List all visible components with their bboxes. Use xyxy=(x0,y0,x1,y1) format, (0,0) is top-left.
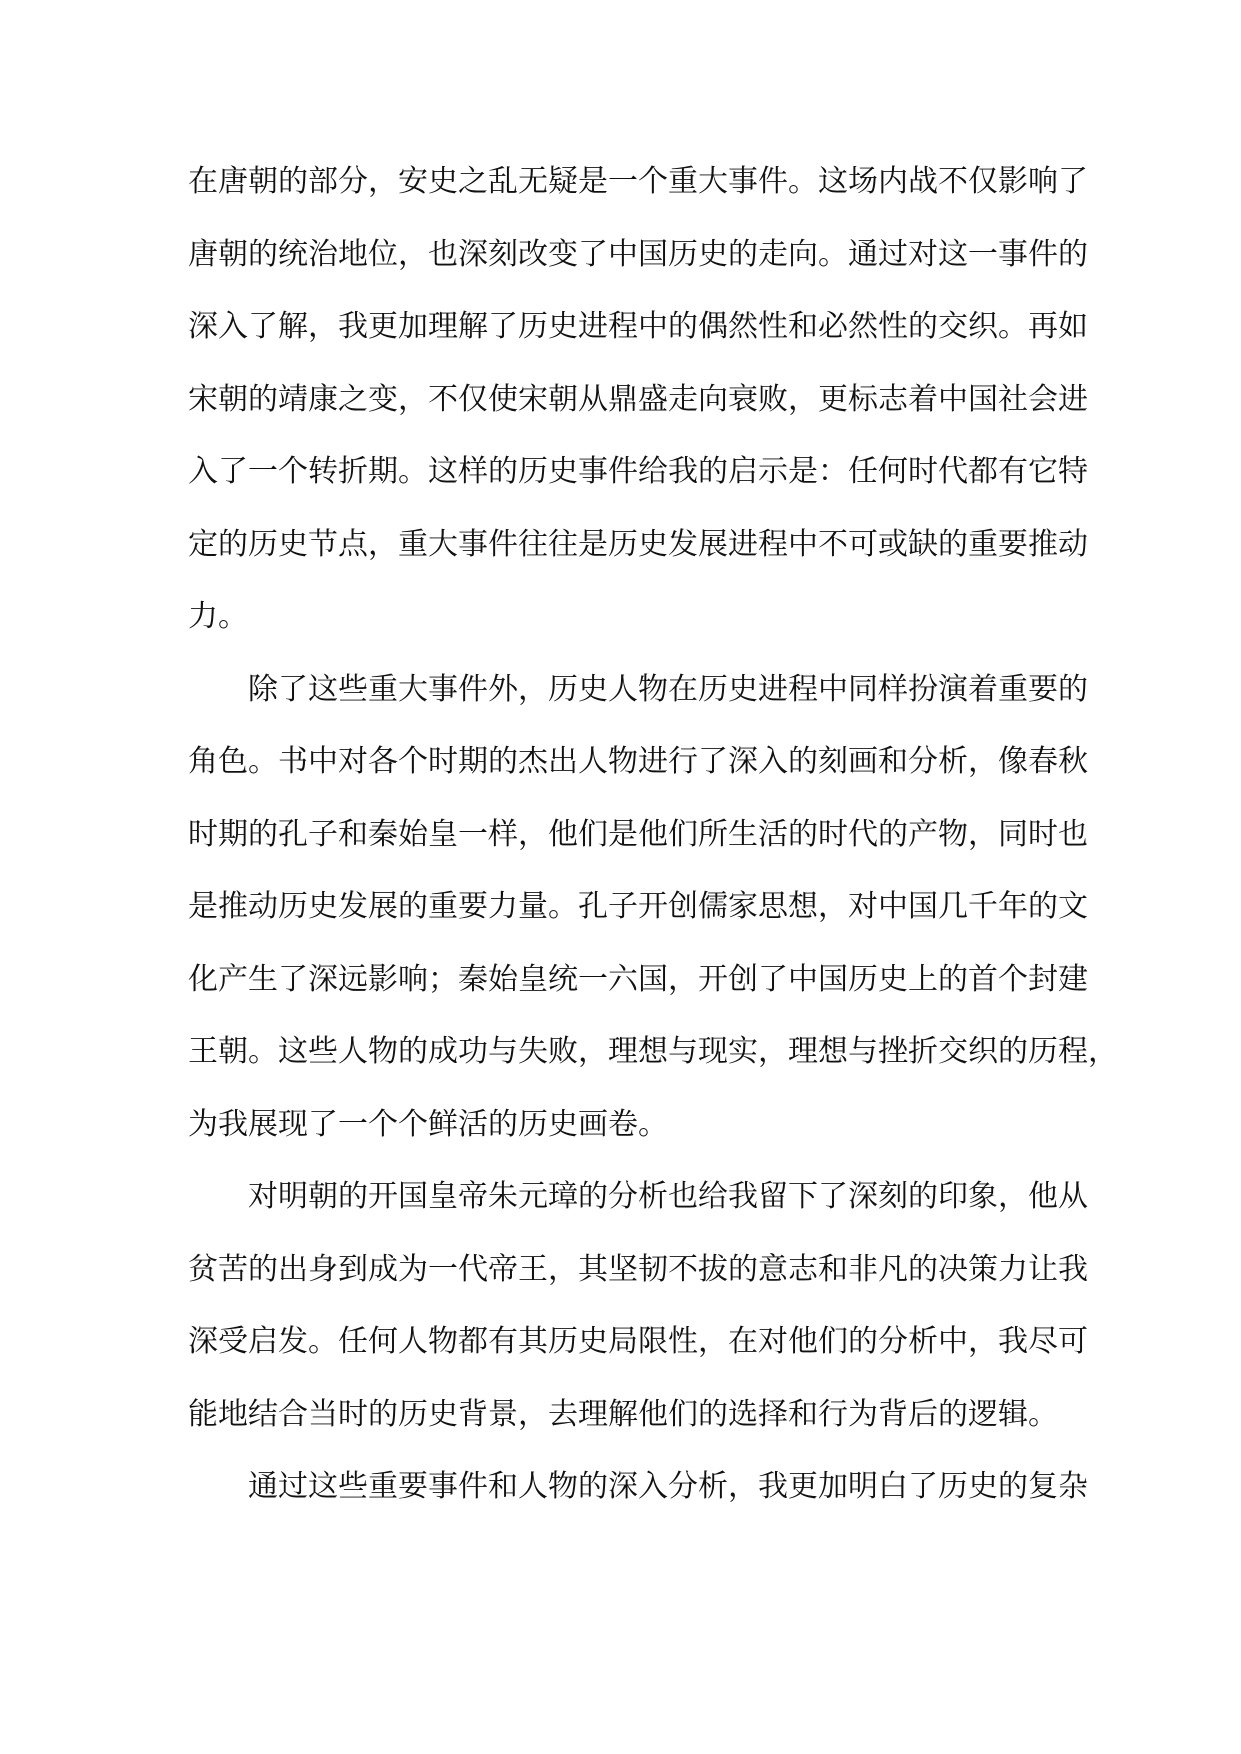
text-line: 定的历史节点，重大事件往往是历史发展进程中不可或缺的重要推动 xyxy=(188,526,1088,562)
text-line: 角色。书中对各个时期的杰出人物进行了深入的刻画和分析，像春秋 xyxy=(188,744,1088,779)
text-line: 对明朝的开国皇帝朱元璋的分析也给我留下了深刻的印象，他从 xyxy=(248,1179,1088,1214)
text-line: 除了这些重大事件外，历史人物在历史进程中同样扮演着重要的 xyxy=(248,671,1088,707)
paragraph-zhu-yuanzhang xyxy=(188,1161,1088,1451)
text-line: 为我展现了一个个鲜活的历史画卷。 xyxy=(188,1106,668,1142)
text-line: 唐朝的统治地位，也深刻改变了中国历史的走向。通过对这一事件的 xyxy=(188,236,1088,272)
text-line: 入了一个转折期。这样的历史事件给我的启示是：任何时代都有它特 xyxy=(188,454,1088,489)
text-line: 通过这些重要事件和人物的深入分析，我更加明白了历史的复杂 xyxy=(248,1469,1088,1504)
text-line: 力。 xyxy=(188,599,248,634)
text-line: 能地结合当时的历史背景，去理解他们的选择和行为背后的逻辑。 xyxy=(188,1396,1058,1432)
text-line: 王朝。这些人物的成功与失败，理想与现实，理想与挫折交织的历程， xyxy=(188,1034,1118,1069)
paragraph-historical-figures xyxy=(188,654,1118,1162)
text-line: 在唐朝的部分，安史之乱无疑是一个重大事件。这场内战不仅影响了 xyxy=(188,164,1088,199)
text-line: 贫苦的出身到成为一代帝王，其坚韧不拔的意志和非凡的决策力让我 xyxy=(188,1251,1088,1287)
text-line: 宋朝的靖康之变，不仅使宋朝从鼎盛走向衰败，更标志着中国社会进 xyxy=(188,381,1088,417)
text-line: 深受启发。任何人物都有其历史局限性，在对他们的分析中，我尽可 xyxy=(188,1324,1088,1359)
paragraph-conclusion-start xyxy=(188,1451,1088,1524)
text-line: 是推动历史发展的重要力量。孔子开创儒家思想，对中国几千年的文 xyxy=(188,889,1088,924)
body-text xyxy=(188,146,1118,1524)
text-line: 时期的孔子和秦始皇一样，他们是他们所生活的时代的产物，同时也 xyxy=(188,816,1088,852)
text-line: 化产生了深远影响；秦始皇统一六国，开创了中国历史上的首个封建 xyxy=(188,961,1088,997)
text-line: 深入了解，我更加理解了历史进程中的偶然性和必然性的交织。再如 xyxy=(188,309,1088,344)
paragraph-tang-song-events xyxy=(188,146,1088,654)
